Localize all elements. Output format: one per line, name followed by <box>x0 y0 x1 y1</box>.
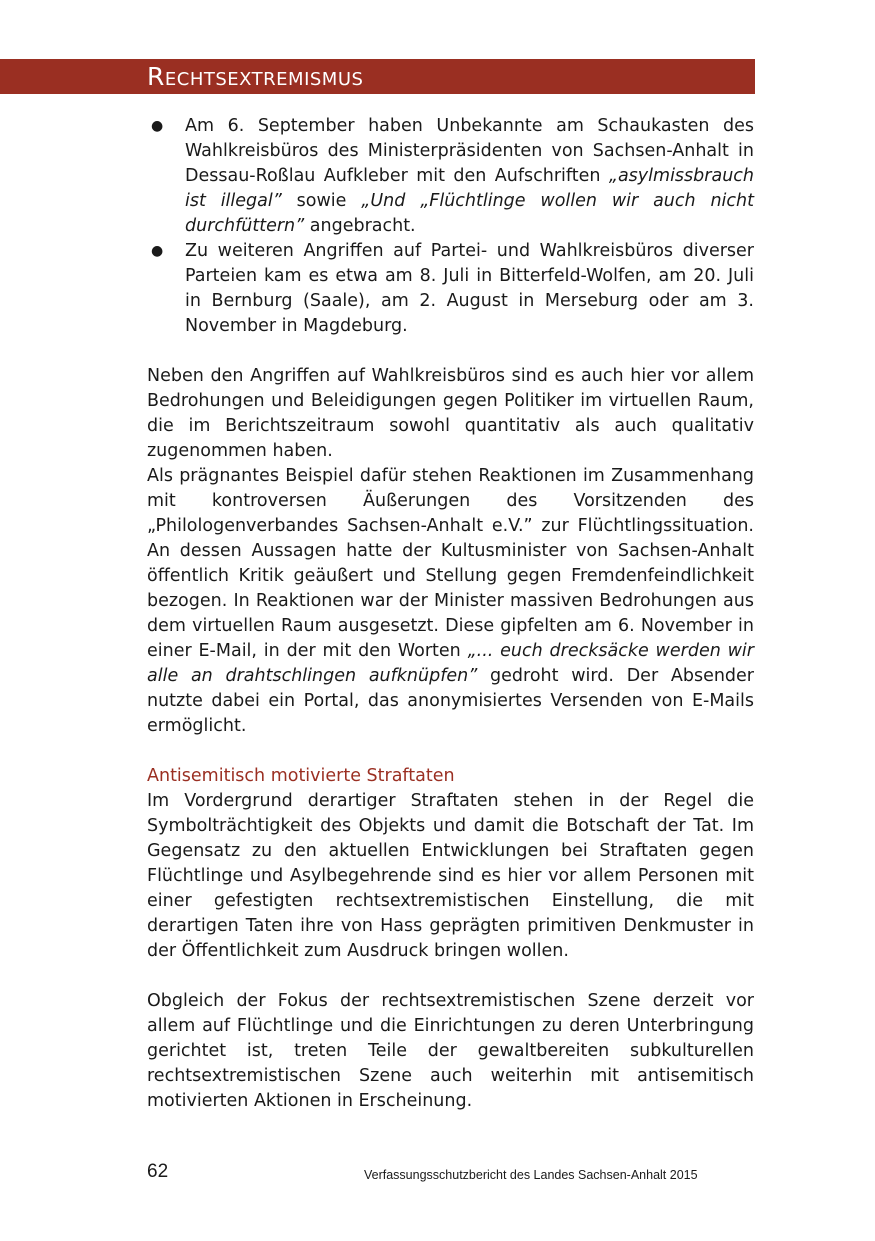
bullet-icon: ● <box>151 243 164 259</box>
paragraph: Neben den Angriffen auf Wahlkreisbüros sind es auch hier vor allem Bedrohungen und Beleidigungen gegen Politiker im virtuellen Raum, die im Berichtszeitraum sowohl quantitativ als auch qualitativ zugenommen haben. <box>147 366 754 461</box>
bullet-icon: ● <box>151 118 164 134</box>
section-header-initial: R <box>147 62 165 91</box>
bullet-quote: „Und „Flüchtlinge wollen wir auch nicht durchfüttern” <box>185 191 754 236</box>
paragraph <box>147 464 754 739</box>
bullet-quote: „asylmissbrauch ist illegal” <box>185 166 754 211</box>
paragraph-text: gedroht wird. Der Absender nutzte dabei ein Portal, das anonymisiertes Versenden von E-Mails ermöglicht. <box>147 666 754 736</box>
spacer <box>147 739 754 764</box>
bullet-text: Am 6. September haben Unbekannte am Schaukasten des Wahlkreisbüros des Ministerpräsidenten von Sachsen-Anhalt in Dessau-Roßlau Aufkleber mit den Aufschriften <box>185 116 754 186</box>
bullet-item <box>147 239 754 339</box>
paragraph: Obgleich der Fokus der rechtsextremistischen Szene derzeit vor allem auf Flüchtlinge und die Einrichtungen zu deren Unterbringung gerichtet ist, treten Teile der gewaltbereiten subkulturellen rechtsextremistischen Szene auch weiterhin mit antisemitisch motivierten Aktionen in Erscheinung. <box>147 991 754 1111</box>
section-header <box>0 59 755 94</box>
spacer <box>147 964 754 989</box>
bullet-text: Zu weiteren Angriffen auf Partei- und Wahlkreisbüros diverser Parteien kam es etwa am 8. Juli in Bitterfeld-Wolfen, am 20. Juli in Bernburg (Saale), am 2. August in Merseburg oder am 3. November in Magdeburg. <box>185 241 754 336</box>
paragraph-quote: „... euch drecksäcke werden wir alle an drahtschlingen aufknüpfen” <box>147 641 754 686</box>
bullet-item <box>147 114 754 239</box>
paragraph: Im Vordergrund derartiger Straftaten stehen in der Regel die Symbolträchtigkeit des Objekts und damit die Botschaft der Tat. Im Gegensatz zu den aktuellen Entwicklungen bei Straftaten gegen Flüchtlinge und Asylbegehrende sind es hier vor allem Personen mit einer gefestigten rechtsextremistischen Einstellung, die mit derartigen Taten ihre von Hass geprägten primitiven Denkmuster in der Öffentlichkeit zum Ausdruck bringen wollen. <box>147 791 754 961</box>
footer-title: Verfassungsschutzbericht des Landes Sachsen-Anhalt 2015 <box>364 1168 698 1182</box>
bullet-text: sowie <box>281 191 362 211</box>
subheading: Antisemitisch motivierte Straftaten <box>147 766 455 786</box>
paragraph-text: Als prägnantes Beispiel dafür stehen Reaktionen im Zusammenhang mit kontroversen Äußerungen des Vorsitzenden des „Philologenverbandes Sachsen-Anhalt e.V.” zur Flüchtlingssituation. An dessen Aussagen hatte der Kultusminister von Sachsen-Anhalt öffentlich Kritik geäußert und Stellung gegen Fremdenfeindlichkeit bezogen. In Reaktionen war der Minister massiven Bedrohungen aus dem virtuellen Raum ausgesetzt. Diese gipfelten am 6. November in einer E-Mail, in der mit den Worten <box>147 466 754 661</box>
bullet-list <box>147 114 754 339</box>
spacer <box>147 339 754 364</box>
bullet-text: angebracht. <box>304 216 416 236</box>
page-content <box>147 114 754 1114</box>
section-header-rest: ECHTSEXTREMISMUS <box>164 69 364 90</box>
page-number: 62 <box>147 1161 169 1182</box>
